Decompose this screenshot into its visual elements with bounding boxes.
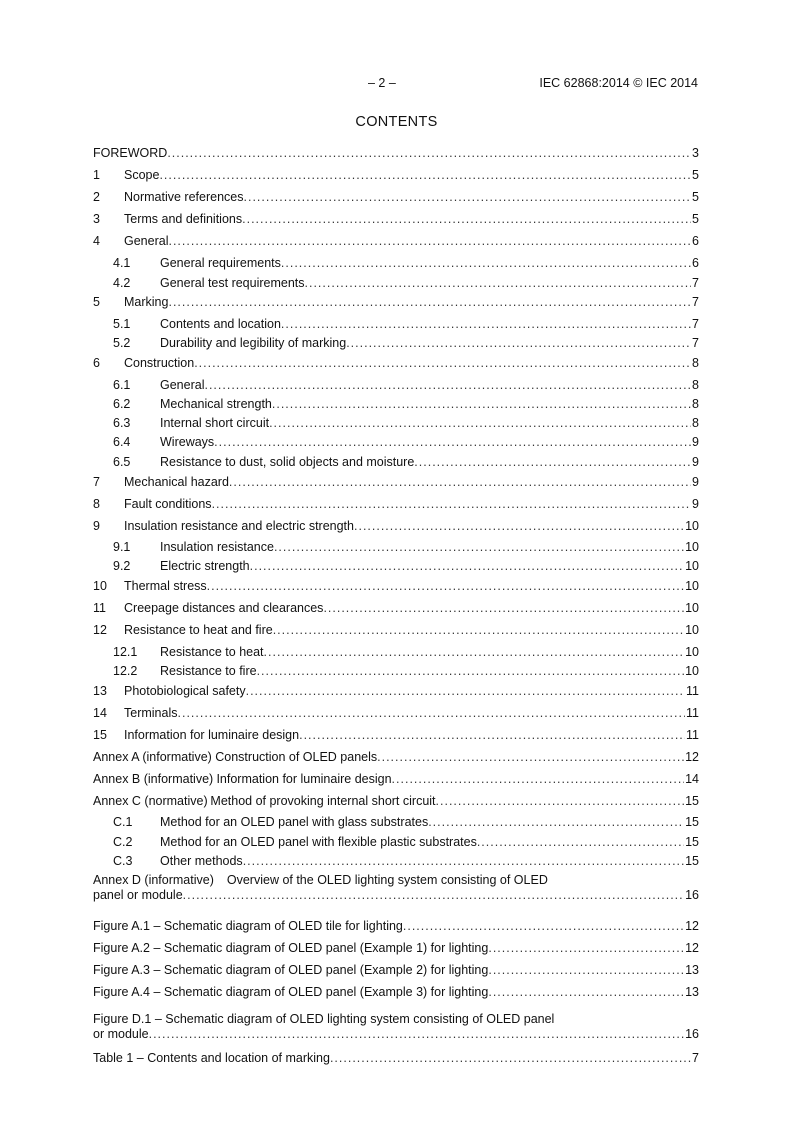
- dot-leader: [488, 963, 684, 978]
- figure-page-number: 16: [685, 1027, 699, 1041]
- standard-reference: IEC 62868:2014 © IEC 2014: [539, 76, 698, 90]
- section-number: 10: [93, 579, 107, 593]
- toc-entry-title: Electric strength: [160, 559, 250, 573]
- toc-page-number: 8: [692, 378, 699, 392]
- toc-entry-title: Insulation resistance: [160, 540, 274, 554]
- toc-subentry[interactable]: [113, 415, 699, 431]
- toc-page-number: 8: [692, 416, 699, 430]
- section-number: 3: [93, 212, 100, 226]
- section-number: 8: [93, 497, 100, 511]
- toc-entry[interactable]: [93, 294, 699, 310]
- toc-entry[interactable]: [93, 749, 699, 765]
- dot-leader: [212, 497, 691, 512]
- section-number: 9.2: [113, 559, 131, 573]
- toc-entry[interactable]: [93, 727, 699, 743]
- table-page-number: 7: [692, 1051, 699, 1065]
- dot-leader: [488, 941, 684, 956]
- dot-leader: [281, 256, 691, 271]
- section-number: 4: [93, 234, 100, 248]
- dot-leader: [436, 794, 685, 809]
- toc-page-number: 10: [685, 623, 699, 637]
- toc-subentry[interactable]: [113, 834, 699, 850]
- toc-entry-title: Normative references: [124, 190, 244, 204]
- toc-entry-title: Information for luminaire design: [124, 728, 300, 742]
- dot-leader: [346, 336, 691, 351]
- dot-leader: [377, 750, 684, 765]
- toc-page-number: 15: [685, 854, 699, 868]
- toc-entry[interactable]: [93, 705, 699, 721]
- toc-entry-title: Construction of OLED panels: [215, 750, 378, 764]
- dot-leader: [414, 455, 691, 470]
- toc-entry-title: Creepage distances and clearances: [124, 601, 324, 615]
- toc-page-number: 12: [685, 750, 699, 764]
- toc-entry-line: [93, 888, 699, 903]
- dot-leader: [305, 276, 692, 291]
- toc-page-number: 7: [692, 317, 699, 331]
- toc-entry[interactable]: [93, 683, 699, 699]
- dot-leader: [242, 212, 691, 227]
- toc-page-number: 9: [692, 497, 699, 511]
- section-number: 11: [93, 601, 106, 615]
- toc-page-number: 15: [685, 794, 699, 808]
- dot-leader: [273, 623, 684, 638]
- section-number: 5.1: [113, 317, 131, 331]
- table-title: Table 1 – Contents and location of marking: [93, 1051, 330, 1065]
- dot-leader: [354, 519, 684, 534]
- toc-entry-title: Contents and location: [160, 317, 281, 331]
- page-header: [0, 76, 793, 92]
- toc-subentry[interactable]: [113, 275, 699, 291]
- toc-page-number: 10: [685, 579, 699, 593]
- toc-entry-title: Overview of the OLED lighting system consisting of OLED: [226, 873, 548, 887]
- figure-page-number: 12: [685, 941, 699, 955]
- toc-entry-title: Method for an OLED panel with glass substrates: [160, 815, 429, 829]
- section-number: 6.2: [113, 397, 131, 411]
- figure-entry-line: [93, 1027, 699, 1042]
- section-number: 6.4: [113, 435, 131, 449]
- dot-leader: [392, 772, 685, 787]
- section-number: 9.1: [113, 540, 131, 554]
- dot-leader: [183, 888, 684, 903]
- toc-entry[interactable]: [93, 622, 699, 638]
- toc-page-number: 7: [692, 295, 699, 309]
- dot-leader: [403, 919, 684, 934]
- toc-entry-title: FOREWORD: [93, 146, 168, 160]
- toc-entry-title: Method of provoking internal short circuit: [210, 794, 436, 808]
- toc-entry-line: [93, 873, 699, 888]
- toc-subentry[interactable]: [113, 814, 699, 830]
- toc-page-number: 6: [692, 234, 699, 248]
- toc-entry[interactable]: [93, 578, 699, 594]
- dot-leader: [159, 168, 691, 183]
- section-number: 13: [93, 684, 107, 698]
- toc-entry-title: Mechanical hazard: [124, 475, 229, 489]
- dot-leader: [178, 706, 686, 721]
- toc-entry-title: Wireways: [160, 435, 215, 449]
- toc-entry[interactable]: [93, 189, 699, 205]
- figure-entry[interactable]: [93, 984, 699, 1000]
- dot-leader: [272, 397, 691, 412]
- toc-subentry[interactable]: [113, 644, 699, 660]
- toc-entry[interactable]: [93, 211, 699, 227]
- toc-page-number: 5: [692, 190, 699, 204]
- toc-page-number: 3: [692, 146, 699, 160]
- figure-title: Figure A.4 – Schematic diagram of OLED panel (Example 3) for lighting: [93, 985, 489, 999]
- dot-leader: [269, 416, 691, 431]
- table-entry[interactable]: [93, 1050, 699, 1066]
- toc-entry[interactable]: [93, 771, 699, 787]
- toc-entry[interactable]: [93, 518, 699, 534]
- toc-entry[interactable]: [93, 600, 699, 616]
- toc-subentry[interactable]: [113, 454, 699, 470]
- toc-entry-title: Other methods: [160, 854, 243, 868]
- dot-leader: [207, 579, 684, 594]
- toc-entry[interactable]: [93, 355, 699, 371]
- section-number: 6: [93, 356, 100, 370]
- section-number: 6.1: [113, 378, 131, 392]
- toc-entry-title: Scope: [124, 168, 160, 182]
- contents-title: CONTENTS: [355, 114, 438, 130]
- section-number: 1: [93, 168, 100, 182]
- dot-leader: [243, 854, 684, 869]
- toc-entry-title: Resistance to heat: [160, 645, 264, 659]
- dot-leader: [330, 1051, 691, 1066]
- figure-title: Figure A.3 – Schematic diagram of OLED panel (Example 2) for lighting: [93, 963, 489, 977]
- toc-page-number: 6: [692, 256, 699, 270]
- dot-leader: [257, 664, 685, 679]
- figure-title: Figure A.1 – Schematic diagram of OLED tile for lighting: [93, 919, 403, 933]
- toc-subentry[interactable]: [113, 434, 699, 450]
- toc-entry-title: Thermal stress: [124, 579, 207, 593]
- section-number: 6.5: [113, 455, 131, 469]
- section-number: 4.1: [113, 256, 131, 270]
- toc-subentry[interactable]: [113, 539, 699, 555]
- section-number: 2: [93, 190, 100, 204]
- toc-page-number: 10: [685, 645, 699, 659]
- annex-label: Annex A (informative): [93, 750, 212, 764]
- section-number: 14: [93, 706, 107, 720]
- dot-leader: [149, 1027, 685, 1042]
- dot-leader: [299, 728, 685, 743]
- toc-entry[interactable]: [93, 167, 699, 183]
- section-number: 9: [93, 519, 100, 533]
- toc-page-number: 14: [685, 772, 699, 786]
- toc-entry[interactable]: [93, 496, 699, 512]
- figure-page-number: 12: [685, 919, 699, 933]
- toc-page-number: 7: [692, 336, 699, 350]
- section-number: 5.2: [113, 336, 131, 350]
- toc-subentry[interactable]: [113, 316, 699, 332]
- toc-entry-title: Photobiological safety: [124, 684, 246, 698]
- toc-entry-title: General: [124, 234, 169, 248]
- dot-leader: [264, 645, 685, 660]
- toc-subentry[interactable]: [113, 558, 699, 574]
- dot-leader: [274, 540, 684, 555]
- toc-entry-title: Resistance to heat and fire: [124, 623, 273, 637]
- toc-entry[interactable]: [93, 873, 699, 903]
- annex-label: Annex D (informative): [93, 873, 214, 887]
- dot-leader: [168, 295, 691, 310]
- toc-page-number: 15: [685, 835, 699, 849]
- figure-entry[interactable]: [93, 962, 699, 978]
- section-number: 5: [93, 295, 100, 309]
- toc-entry-title: General requirements: [160, 256, 281, 270]
- toc-page-number: 5: [692, 212, 699, 226]
- section-number: 12: [93, 623, 107, 637]
- toc-subentry[interactable]: [113, 663, 699, 679]
- toc-entry-title: Terminals: [124, 706, 178, 720]
- annex-label: Annex C (normative): [93, 794, 208, 808]
- figure-page-number: 13: [685, 963, 699, 977]
- toc-entry[interactable]: [93, 474, 699, 490]
- dot-leader: [244, 190, 692, 205]
- toc-page-number: 10: [685, 559, 699, 573]
- dot-leader: [229, 475, 691, 490]
- dot-leader: [246, 684, 685, 699]
- toc-page-number: 11: [686, 706, 699, 720]
- toc-page-number: 9: [692, 475, 699, 489]
- toc-entry-title: Marking: [124, 295, 169, 309]
- toc-subentry[interactable]: [113, 335, 699, 351]
- page-number: – 2 –: [368, 76, 396, 90]
- toc-entry-title: Construction: [124, 356, 195, 370]
- toc-page-number: 7: [692, 276, 699, 290]
- toc-entry-title-continued: panel or module: [93, 888, 183, 902]
- dot-leader: [281, 317, 691, 332]
- section-number: 15: [93, 728, 107, 742]
- section-number: 7: [93, 475, 100, 489]
- toc-subentry[interactable]: [113, 377, 699, 393]
- toc-page-number: 16: [685, 888, 699, 902]
- section-number: 12.1: [113, 645, 138, 659]
- toc-page-number: 8: [692, 397, 699, 411]
- toc-entry-title: Durability and legibility of marking: [160, 336, 347, 350]
- toc-entry[interactable]: [93, 145, 699, 161]
- toc-entry-title: General test requirements: [160, 276, 305, 290]
- figure-entry[interactable]: [93, 940, 699, 956]
- toc-entry-title: Internal short circuit: [160, 416, 270, 430]
- dot-leader: [250, 559, 684, 574]
- dot-leader: [167, 146, 691, 161]
- figure-title: Figure A.2 – Schematic diagram of OLED panel (Example 1) for lighting: [93, 941, 489, 955]
- toc-entry-title: Information for luminaire design: [216, 772, 392, 786]
- figure-entry[interactable]: [93, 918, 699, 934]
- dot-leader: [323, 601, 684, 616]
- toc-subentry[interactable]: [113, 396, 699, 412]
- figure-page-number: 13: [685, 985, 699, 999]
- dot-leader: [214, 435, 691, 450]
- toc-entry-title: Terms and definitions: [124, 212, 243, 226]
- section-number: 6.3: [113, 416, 131, 430]
- toc-entry[interactable]: [93, 233, 699, 249]
- dot-leader: [204, 378, 691, 393]
- toc-page-number: 5: [692, 168, 699, 182]
- toc-page-number: 10: [685, 519, 699, 533]
- dot-leader: [194, 356, 691, 371]
- toc-entry-title: Method for an OLED panel with flexible plastic substrates: [160, 835, 477, 849]
- toc-page-number: 9: [692, 455, 699, 469]
- dot-leader: [477, 835, 684, 850]
- dot-leader: [428, 815, 684, 830]
- toc-subentry[interactable]: [113, 853, 699, 869]
- toc-entry-title: Insulation resistance and electric strength: [124, 519, 354, 533]
- toc-entry-title: Resistance to fire: [160, 664, 257, 678]
- section-number: C.1: [113, 815, 133, 829]
- section-number: C.3: [113, 854, 133, 868]
- section-number: 4.2: [113, 276, 131, 290]
- toc-page-number: 9: [692, 435, 699, 449]
- toc-page-number: 10: [685, 664, 699, 678]
- dot-leader: [168, 234, 691, 249]
- toc-page-number: 11: [686, 684, 699, 698]
- section-number: 12.2: [113, 664, 138, 678]
- toc-page-number: 10: [685, 540, 699, 554]
- toc-entry-title: Resistance to dust, solid objects and moisture: [160, 455, 415, 469]
- toc-subentry[interactable]: [113, 255, 699, 271]
- toc-entry-title: Mechanical strength: [160, 397, 272, 411]
- figure-entry-line: [93, 1012, 699, 1027]
- toc-entry-title: General: [160, 378, 205, 392]
- figure-title: Figure D.1 – Schematic diagram of OLED lighting system consisting of OLED panel: [93, 1012, 555, 1026]
- toc-page-number: 15: [685, 815, 699, 829]
- figure-entry[interactable]: [93, 1012, 699, 1042]
- section-number: C.2: [113, 835, 133, 849]
- figure-title-continued: or module: [93, 1027, 149, 1041]
- dot-leader: [488, 985, 684, 1000]
- annex-label: Annex B (informative): [93, 772, 214, 786]
- toc-page-number: 10: [685, 601, 699, 615]
- toc-entry-title: Fault conditions: [124, 497, 212, 511]
- toc-page-number: 8: [692, 356, 699, 370]
- toc-page-number: 11: [686, 728, 699, 742]
- toc-entry[interactable]: [93, 793, 699, 809]
